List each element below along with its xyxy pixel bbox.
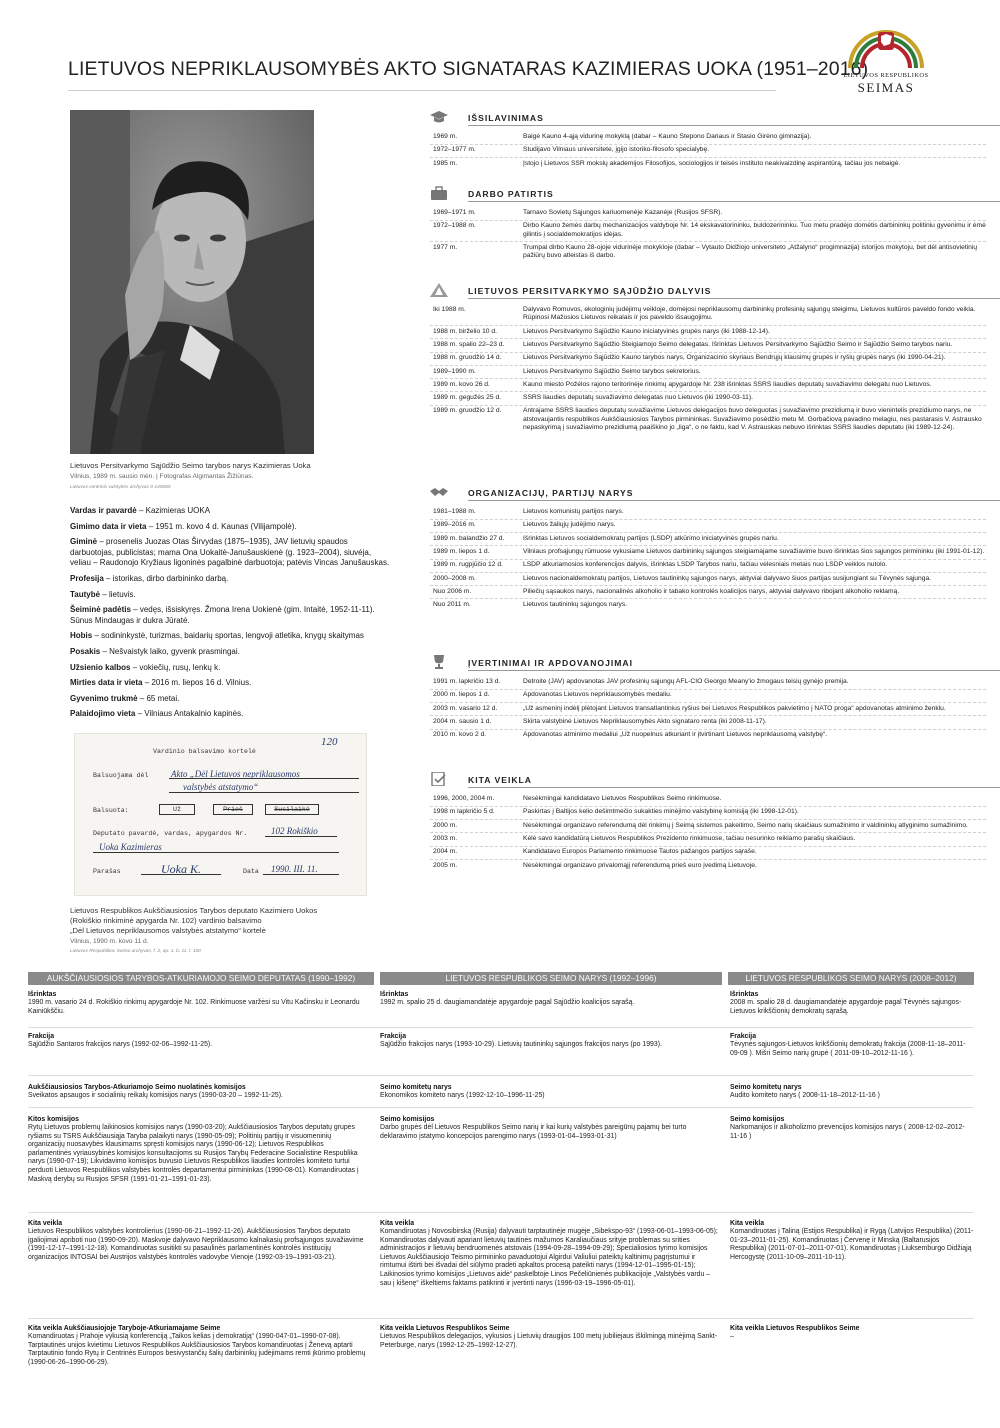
cell-elected: Išrinktas 2008 m. spalio 28 d. daugiamandatėje apygardoje pagal Tėvynės sąjungos-Lietuvos krikščionių demokratų sąrašą. (730, 991, 962, 1015)
ballot-caption-2: (Rokiškio rinkiminė apygarda Nr. 102) vardinio balsavimo (70, 916, 262, 925)
bio-family: Giminė – prosenelis Juozas Otas Širvydas (1875–1935), JAV lietuvių spaudos darbuotojas, publicistas; mama Ona Uokaitė-Janušauskienė (g. 1923–2004), siuvėja, veliau – Raudonojo Kryžiaus ligoninės pagalbinė darbuotoja; patėvis Vincas Janušauskas. (70, 537, 390, 568)
cell-other-activity: Kita veikla Komandiruotas į Taliną (Estijos Respublika) ir Rygą (Latvijos Respublika) (2011-01-23–2011-01-25). Komandiruotas į Červenę ir Minską (Baltarusijos Respublika) (2011-07-01–2011-07-01). Komandiruotas į Liuksemburgo Didžiąją Hercogystę (2011-10-09–2011-10-11). (730, 1220, 974, 1261)
section-education (430, 110, 986, 168)
ballot-number: 120 (321, 736, 338, 748)
cell-permanent-commissions: Aukščiausiosios Tarybos-Atkuriamojo Seimo nuolatinės komisijos Sveikatos apsaugos ir socialinių reikalų komisijos narys (1990-03-20 – 1992-11-25). (28, 1084, 283, 1099)
cell-other-activity: Kita veikla Komandiruotas į Novosibirską (Rusija) dalyvauti tarptautinėje mugėje „Sibekspo-93“ (1993-06-01–1993-06-05); Komandiruotas dalyvauti apariant lietuvių tautinės mažumos Karaliaučiaus srityje problemas su srities administracijos ir lietuvių bendruomenės atstovais (1994-09-28–1994-09-29); Specialiosios tyrimo komisijos Lietuvos Aukščiausiojo Teismo pirmininko pavaduotojui Algirdui Valiuliui pateiktų kaltinimų pagrįstumui ir rimtumui ištirti bei išvadai dėl siūlymo pradėti apkaltos procesą pateikti narys (1994-12-01–1995-01-15); Laikinosios tyrimo komisijos „Lietuvos aidė“ paskelbtoje Linos Pečeliūnienės publikacijoje „Valstybės vardu – sau į kišenę“ iškeltiems faktams patikrinti ir įvertinti narys (1996-03-19–1996-05-01). (380, 1220, 718, 1287)
cell-commissions: Seimo komisijos Darbo grupės dėl Lietuvos Respublikos Seimo narių ir kai kurių valstybės pareigūnų pajamų bei turto deklaravimo įstatymo koncepcijos parengimo narys (1993-01-04–1993-01-31) (380, 1116, 687, 1140)
portrait-caption: Lietuvos Persitvarkymo Sąjūdžio Seimo tarybos narys Kazimieras Uoka (70, 461, 311, 470)
ballot-deputy-name-handwriting: Uoka Kazimieras (99, 842, 162, 852)
bio-lifespan: Gyvenimo trukmė – 65 metai. (70, 693, 180, 703)
section-title-awards: ĮVERTINIMAI IR APDOVANOJIMAI (468, 658, 634, 668)
work-row: 1977 m. Trumpai dirbo Kauno 28-ojoje vidurinėje mokykloje (dabar – Vytauto Didžiojo universiteto „Atžalyno“ progimnazija) istorijos mokytoju, bet dėl antisovietinių pažiūrų buvo atleistas iš darbo. (430, 241, 986, 260)
ballot-vote-label: Balsuota: (93, 807, 129, 814)
other-activity-row: 2004 m. Kandidatavo Europos Parlamento rinkimuose Tautos pažangos partijos sąraše. (430, 846, 986, 857)
portrait-caption-sub: Vilnius, 1989 m. sausio mėn. | Fotografas Algimantas Žižiūnas. (70, 473, 254, 480)
briefcase-icon (430, 186, 448, 200)
bio-languages: Užsienio kalbos – vokiečių, rusų, lenkų k. (70, 662, 221, 672)
section-other-activity (430, 772, 986, 870)
other-activity-row: 1996, 2000, 2004 m. Nesėkmingai kandidatavo Lietuvos Respublikos Seimo rinkimuose. (433, 795, 722, 803)
other-activity-row: 2000 m. Nesėkmingai organizavo referendumą dėl rinkimų į Seimą sistemos pakeitimo, Seimo narių skaičiaus sumažinimo ir valdininkų atlyginimo sumažinimo. (430, 819, 986, 830)
header-seimas-term-2008: LIETUVOS RESPUBLIKOS SEIMO NARYS (2008–2012) (728, 972, 974, 985)
organization-row: 1989 m. rugpjūčio 12 d. LSDP atkuriamosios konferencijos dalyvis, išrinktas LSDP Tarybos nariu, tačiau vėlesniais metais nuo LSDP veiklos nutolo. (430, 559, 986, 570)
other-activity-row: 2005 m. Nesėkmingai organizavo privalomąjį referendumą prieš euro įvedimą Lietuvoje. (430, 859, 986, 870)
other-activity-row: 1998 m lapkričio 5 d. Paskirtas į Baltijos kelio dešimtmečio sukakties minėjimo valstybinę komisiją (iki 1998-12-01). (430, 806, 986, 817)
organization-row: 1989 m. balandžio 27 d. Išrinktas Lietuvos socialdemokratų partijos (LSDP) atkūrimo iniciatyvinės grupės nariu. (430, 532, 986, 543)
bio-name: Vardas ir pavardė – Kazimieras UOKA (70, 506, 211, 515)
sajudis-row: 1989 m. gegužės 25 d. SSRS liaudies deputatų suvažiavimo delegatas nuo Lietuvos (iki 1990-03-11). (430, 391, 986, 402)
ballot-title: Vardinio balsavimo kortelė (153, 748, 256, 755)
bio-marital: Šeiminė padėtis – vedęs, išsiskyręs. Žmona Irena Uokienė (gim. Intaitė, 1952-11-11). Sūnus Mindaugas ir dukra Jūratė. (70, 605, 375, 625)
ballot-caption-3: „Dėl Lietuvos nepriklausomos valstybės atstatymo“ kortelė (70, 926, 266, 935)
sajudis-row: 1989 m. gruodžio 12 d. Antrajame SSRS liaudies deputatų suvažiavime Lietuvos delegacijos buvo deleguotas į suvažiavimo prezidiumą ir buvo vienintelis prezidiumo narys, ne atstovaujantis respublikos Aukščiausiosios Tarybos pirmininkas. Suvažiavimo posėdžio metu M. Gorbačiovą pavadino melagiu, nes pastarasis V. Astrausko nepaskyrimą į suvažiavimo prezidiumą paaiškino jo „liga“, o ne faktu, kad V. Astrauskas nebuvo išrinktas SSRS liaudies deputatu (iki 1989-12-24). (430, 405, 986, 433)
logo-text-line2: SEIMAS (857, 80, 915, 95)
section-title-other-activity: KITA VEIKLA (468, 775, 532, 785)
portrait-photo (70, 110, 314, 454)
logo-text-line1: LIETUVOS RESPUBLIKOS (843, 72, 929, 79)
cell-other-activity-council: Kita veikla Aukščiausiojoje Taryboje-Atkuriamajame Seime Komandiruotas į Prahoje vykusią konferenciją „Taikos kelias į demokratiją“ (1990-047-01–1990-07-08). Tarptautinės unijos kvietimu Lietuvos Respublikos Aukščiausiosios Tarybos komandiruotas į Ženevą aptarti Tarptautinio fondo Rytų ir Centrinės Europos besivystančių šalių darbininkų judėjimams remti įkūrimo problemų (1990-06-26–1990-06-29). (28, 1325, 366, 1366)
award-row: 2004 m. sausio 1 d. Skirta valstybinė Lietuvos Nepriklausomybės Akto signataro renta (iki 2008-11-17). (430, 715, 986, 726)
award-row: 2000 m. liepos 1 d. Apdovanotas Lietuvos nepriklausomybės medaliu. (430, 689, 986, 700)
ballot-subject-handwriting-2: valstybės atstatymo“ (183, 782, 259, 792)
organization-row: 1989–2016 m. Lietuvos žaliųjų judėjimo narys. (430, 519, 986, 530)
seimas-emblem-icon (836, 24, 936, 72)
bio-hobby: Hobis – sodininkystė, turizmas, baidarių sportas, lengvoji atletika, knygų skaitymas (70, 631, 364, 641)
voting-ballot-card (74, 733, 367, 896)
ballot-date-handwriting: 1990. III. 11. (271, 864, 318, 874)
section-title-work: DARBO PATIRTIS (468, 189, 554, 199)
biography-list (70, 506, 390, 725)
bio-profession: Profesija – istorikas, dirbo darbininko darbą. (70, 573, 229, 583)
ballot-option-for: Už (159, 804, 195, 815)
section-organizations (430, 485, 986, 609)
section-title-sajudis: LIETUVOS PERSITVARKYMO SĄJŪDŽIO DALYVIS (468, 286, 712, 296)
ballot-date-label: Data (243, 868, 259, 875)
ballot-caption-5: Lietuvos Respublikos Seimo archyvas, f. 2, ap. 1, b. 11, l. 100 (70, 949, 201, 954)
bio-burial: Palaidojimo vieta – Vilniaus Antakalnio kapinės. (70, 709, 244, 719)
cell-other-commissions: Kitos komisijos Rytų Lietuvos problemų laikinosios komisijos narys (1990-03-20); Aukščiausiosios Tarybos deputatų grupės ryšiams su TSRS Aukščiausiąja Taryba palaikyti narys (1990-05-09); Politinių partijų ir visuomeninių organizacijų nuosavybės klausimams spręsti komisijos narys (1990-06-12); Lietuvos Respublikos parlamentinės vyriausybinės komisijos konsultacijoms su Rusijos Tarybų Federacine Socialistine Respublika narys (1990-07-19); Likvidavimo komisijos buvusio Lietuvos Respublikos liaudies kontrolės komiteto turtui perduoti Lietuvos Respublikos valstybės kontrolės departamentui pirmininkas (1990-08-01). Komandiruotas į Maskvą derybų su Rusijos SFSR (1991-01-21–1991-01-23). (28, 1116, 359, 1183)
title-divider (68, 90, 776, 91)
education-row: 1969 m. Baigė Kauno 4-ąją vidurinę mokyklą (dabar – Kauno Stepono Dariaus ir Stasio Girėno gimnazija). (433, 133, 812, 141)
ballot-option-abstain: Susilaikė (265, 804, 319, 815)
cell-faction: Frakcija Sąjūdžio frakcijos narys (1993-10-29). Lietuvių tautininkų sąjungos frakcijos narys (po 1993). (380, 1033, 662, 1048)
cell-other-activity-seimas: Kita veikla Lietuvos Respublikos Seime – (730, 1325, 860, 1340)
trophy-icon (430, 655, 448, 669)
cell-elected: Išrinktas 1990 m. vasario 24 d. Rokiškio rinkimų apygardoje Nr. 102. Rinkimuose varžėsi su Vitu Kačinsku ir Leonardu Kainiūkščiu. (28, 991, 360, 1015)
cell-committees: Seimo komitetų narys Audito komiteto narys ( 2008-11-18–2012-11-16 ) (730, 1084, 880, 1099)
cell-committees: Seimo komitetų narys Ekonomikos komiteto narys (1992-12-10–1996-11-25) (380, 1084, 545, 1099)
award-row: 1991 m. lapkričio 13 d. Detroite (JAV) apdovanotas JAV profesinių sąjungų AFL-CIO Georgo Meany'io žmogaus teisių gynėjo premija. (433, 678, 849, 686)
organization-row: 1989 m. liepos 1 d. Vilniaus profsąjungų rūmuose vykusiame Lietuvos darbininkų sąjungos steigiamajame suvažiavime buvo išrinktas šios sąjungos pirmininku (iki 1991-01-12). (430, 545, 986, 556)
section-sajudis (430, 283, 986, 432)
section-title-education: IŠSILAVINIMAS (468, 113, 544, 123)
ballot-subject-handwriting: Akto „Dėl Lietuvos nepriklausomos (171, 769, 300, 779)
section-title-organizations: ORGANIZACIJŲ, PARTIJŲ NARYS (468, 488, 634, 498)
sajudis-emblem-icon (430, 283, 448, 297)
seimas-logo (836, 24, 936, 98)
cell-elected: Išrinktas 1992 m. spalio 25 d. daugiamandatėje apygardoje pagal Sąjūdžio koalicijos sąrašą. (380, 991, 635, 1006)
cell-faction: Frakcija Tėvynės sąjungos-Lietuvos krikščionių demokratų frakcija (2008-11-18–2011-09-09 ). Mišri Seimo narių grupė ( 2011-09-10–2012-11-16 ). (730, 1033, 966, 1057)
ballot-signature-handwriting: Uoka K. (161, 862, 201, 876)
handshake-icon (430, 485, 448, 499)
ballot-caption-4: Vilnius, 1990 m. kovo 11 d. (70, 938, 149, 945)
ballot-deputy-label: Deputato pavardė, vardas, apygardos Nr. (93, 830, 248, 837)
graduation-cap-icon (430, 110, 448, 124)
organization-row: Nuo 2006 m. Piliečių sąsaukos narys, nacionalinės alkoholio ir tabako kontrolės koalicijos narys, aktyviai dalyvavo ribojant alkoholio reklamą. (430, 585, 986, 596)
bio-nationality: Tautybė – lietuvis. (70, 589, 136, 599)
ballot-subject-label: Balsuojama dėl (93, 772, 149, 779)
cell-faction: Frakcija Sąjūdžio Santaros frakcijos narys (1992-02-06–1992-11-25). (28, 1033, 213, 1048)
sajudis-row: 1988 m. gruodžio 14 d. Lietuvos Persitvarkymo Sąjūdžio Kauno tarybos narys, Organizacinio skyriaus Bendrųjų klausimų grupės ir ryšių grupės narys (iki 1990-04-21). (430, 352, 986, 363)
organization-row: 1981–1988 m. Lietuvos komunistų partijos narys. (433, 508, 624, 516)
cell-other-activity-seimas: Kita veikla Lietuvos Respublikos Seime Lietuvos Respublikos delegacijos, vykusios į Lietuvių draugijos 100 metų jubiliejaus iškilmingą minėjimą Sankt-Peterburge, narys (1992-12-25–1992-12-27). (380, 1325, 718, 1349)
work-row: 1969–1971 m. Tarnavo Sovietų Sąjungos kariuomenėje Kazanėje (Rusijos SFSR). (433, 209, 723, 217)
bio-motto: Posakis – Nešvaistyk laiko, gyvenk prasmingai. (70, 646, 240, 656)
ballot-option-against: Prieš (213, 804, 253, 815)
portrait-caption-source: Lietuvos centrinis valstybės archyvas 0-145085 (70, 485, 171, 490)
education-row: 1985 m. Įstojo į Lietuvos SSR mokslų akademijos Filosofijos, sociologijos ir teisės instituto neakivaizdinę aspirantūrą, tačiau jos nebaigė. (430, 157, 986, 168)
sajudis-row: 1988 m. birželio 10 d. Lietuvos Persitvarkymo Sąjūdžio Kauno iniciatyvinės grupės narys (iki 1988-12-14). (430, 325, 986, 336)
section-work (430, 186, 986, 261)
organization-row: Nuo 2011 m. Lietuvos tautininkų sąjungos narys. (430, 598, 986, 609)
header-seimas-term-1992: LIETUVOS RESPUBLIKOS SEIMO NARYS (1992–1996) (380, 972, 722, 985)
organization-row: 2000–2008 m. Lietuvos nacionaldemokratų partijos, Lietuvos tautininkų sąjungos narys, aktyviai dalyvavo šiuos partijas susijungiant su Tėvynės sąjunga. (430, 572, 986, 583)
page-title: LIETUVOS NEPRIKLAUSOMYBĖS AKTO SIGNATARAS KAZIMIERAS UOKA (1951–2016) (68, 58, 869, 80)
other-activity-row: 2003 m. Kėlė savo kandidatūrą Lietuvos Respublikos Prezidento rinkimuose, tačiau nesurinko reikiamo parašų skaičiaus. (430, 832, 986, 843)
sajudis-row: 1989 m. kovo 26 d. Kauno miesto Požėlos rajono teritorinėje rinkimų apygardoje Nr. 238 išrinktas SSRS liaudies deputatų suvažiavimo delegatu nuo Lietuvos. (430, 378, 986, 389)
bio-birth: Gimimo data ir vieta – 1951 m. kovo 4 d. Kaunas (Vilijampolė). (70, 521, 297, 531)
document-check-icon (430, 772, 448, 786)
award-row: 2003 m. vasario 12 d. „Už asmeninį indėlį plėtojant Lietuvos transatlantinius ryšius bei Lietuvos Respublikos pakvietimo į NATO proga“ apdovanotas atminimo ženklu. (430, 702, 986, 713)
sajudis-row: 1989–1990 m. Lietuvos Persitvarkymo Sąjūdžio Seimo tarybos sekretorius. (430, 365, 986, 376)
header-supreme-council-term: AUKŠČIAUSIOSIOS TARYBOS-ATKURIAMOJO SEIMO DEPUTATAS (1990–1992) (28, 972, 374, 985)
education-row: 1972–1977 m. Studijavo Vilniaus universitete, įgijo istoriko-filosofo specialybę. (430, 144, 986, 155)
cell-other-activity: Kita veikla Lietuvos Respublikos valstybės kontrolierius (1990-06-21–1992-11-26). Aukščiausiosios Tarybos deputato įgaliojimai apriboti nuo (1990-09-20). Maskvoje dalyvavo Nepriklausomo kalnakasių profsąjungos suvažiavime (1991-12-17–1991-12-18). Komandiruotas susitikti su pasaulinės parlamentinės kontrolės institucijų organizacijos INTOSAI bei Austrijos valstybės kontrolės vadovybe Vienoje (1992-03-19–1991-03-21). (28, 1220, 364, 1261)
work-row: 1972–1988 m. Dirbo Kauno žemės darbų mechanizacijos valdyboje Nr. 14 ekskavatorininku, buldozerininku. Tuo metu pradėjo domėtis darbininkų politiniu gyvenimu ir ėmė gilintis į socialdemokratijos idėjas. (430, 220, 986, 239)
cell-commissions: Seimo komisijos Narkomanijos ir alkoholizmo prevencijos komisijos narys ( 2008-12-02–2012-11-16 ) (730, 1116, 965, 1140)
award-row: 2010 m. kovo 2 d. Apdovanotas atminimo medaliui „Už nuopelnus atkuriant ir įtvirtinant Lietuvos nepriklausomą valstybę“. (430, 729, 986, 740)
ballot-caption-1: Lietuvos Respublikos Aukščiausiosios Tarybos deputato Kazimiero Uokos (70, 906, 318, 915)
bio-death: Mirties data ir vieta – 2016 m. liepos 16 d. Vilnius. (70, 678, 252, 688)
ballot-deputy-handwriting: 102 Rokiškio (271, 826, 318, 836)
sajudis-row: 1988 m. spalio 22–23 d. Lietuvos Persitvarkymo Sąjūdžio Steigiamojo Seimo delegatas. Išrinktas Lietuvos Persitvarkymo Sąjūdžio Seimo ir Sąjūdžio Seimo tarybos nariu. (430, 338, 986, 349)
sajudis-row: Iki 1988 m. Dalyvavo Romuvos, ekologinių judėjimų veikloje, domėjosi nepriklausomų darbininkų profesinių sąjungų steigimu, Lietuvos kultūros paveldo fondo veikla. Rūpinosi Mažosios Lietuvos reikalais ir jos paveldo išsaugojimu. (433, 306, 976, 322)
ballot-signature-label: Parašas (93, 868, 121, 875)
section-awards (430, 655, 986, 740)
